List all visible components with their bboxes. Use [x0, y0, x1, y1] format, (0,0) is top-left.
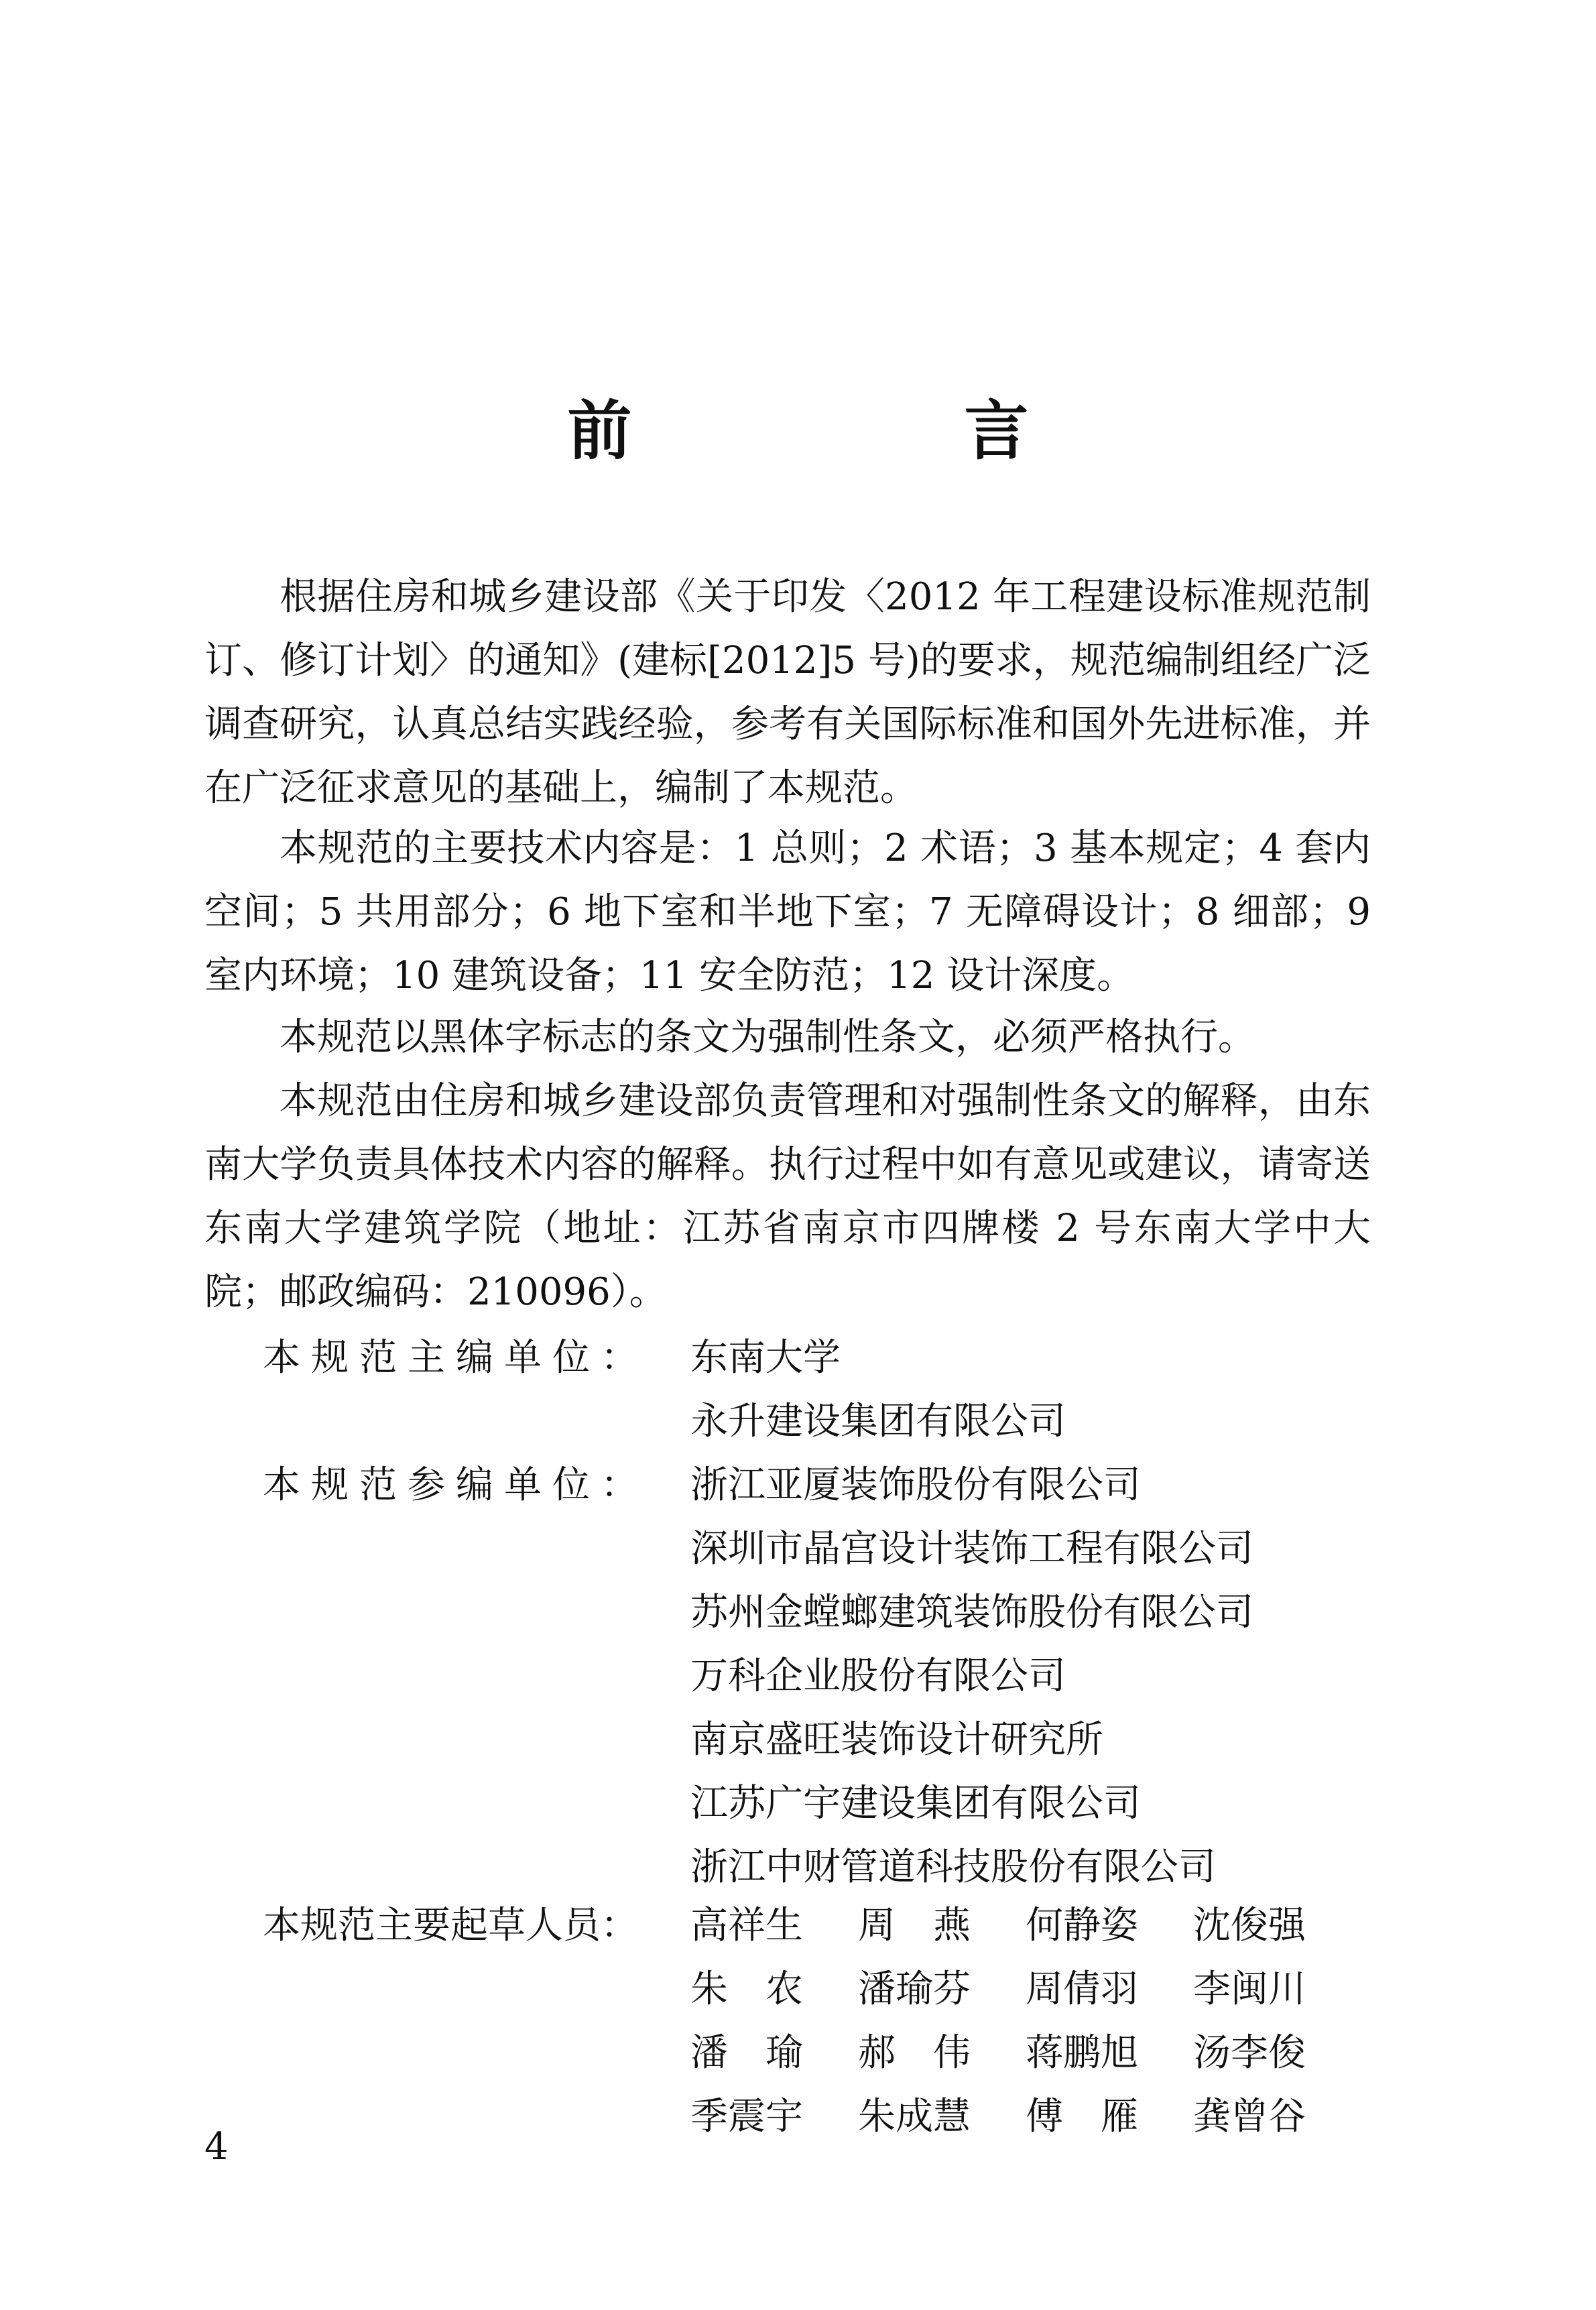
participating-unit: 苏州金螳螂建筑装饰股份有限公司 — [690, 1591, 1253, 1634]
drafter-name: 龚曾谷 — [1193, 2095, 1306, 2138]
drafter-name: 傅雁 — [1026, 2095, 1176, 2138]
drafter-name: 周燕 — [858, 1904, 1008, 1947]
participating-units-list — [690, 1453, 1253, 1899]
chief-units-list — [690, 1326, 1066, 1453]
chief-unit: 永升建设集团有限公司 — [690, 1400, 1066, 1443]
drafter-name: 朱成慧 — [858, 2095, 971, 2138]
participating-unit: 南京盛旺装饰设计研究所 — [690, 1718, 1103, 1762]
participating-unit: 万科企业股份有限公司 — [690, 1654, 1066, 1698]
drafter-name: 李闽川 — [1193, 1967, 1306, 2011]
drafters-label: 本规范主要起草人员： — [263, 1904, 638, 1947]
drafter-name: 汤李俊 — [1193, 2031, 1306, 2075]
drafter-name: 潘瑜芬 — [858, 1967, 971, 2011]
preface-paragraph-mandatory: 本规范以黑体字标志的条文为强制性条文，必须严格执行。 — [280, 1016, 1255, 1059]
page-number: 4 — [204, 2125, 229, 2169]
chief-unit: 东南大学 — [690, 1336, 841, 1380]
drafter-name: 沈俊强 — [1193, 1904, 1306, 1947]
page-title: 前 言 — [567, 393, 1163, 469]
drafters-list — [690, 1894, 1361, 2148]
participating-unit: 深圳市晶宫设计装饰工程有限公司 — [690, 1527, 1253, 1571]
drafter-name: 周倩羽 — [1026, 1967, 1138, 2011]
preface-paragraph-contents: 本规范的主要技术内容是：1 总则；2 术语；3 基本规定；4 套内空间；5 共用部分；6 地下室和半地下室；7 无障碍设计；8 细部；9 室内环境；10 建筑设备；11 安全防范；12 设计深度。 — [204, 827, 1371, 997]
participating-units-label: 本规范参编单位： — [263, 1463, 649, 1507]
participating-unit: 浙江亚厦装饰股份有限公司 — [690, 1463, 1141, 1507]
drafter-name: 季震宇 — [690, 2095, 803, 2138]
participating-unit: 江苏广宇建设集团有限公司 — [690, 1782, 1141, 1825]
drafter-name: 何静姿 — [1026, 1904, 1138, 1947]
preface-paragraph-basis: 根据住房和城乡建设部《关于印发〈2012 年工程建设标准规范制订、修订计划〉的通知》(建标[2012]5 号)的要求，规范编制组经广泛调查研究，认真总结实践经验，参考有关国际标准和国外先进标准，并在广泛征求意见的基础上，编制了本规范。 — [204, 575, 1371, 810]
drafter-name: 蒋鹏旭 — [1026, 2031, 1138, 2075]
preface-paragraph-administration: 本规范由住房和城乡建设部负责管理和对强制性条文的解释，由东南大学负责具体技术内容的解释。执行过程中如有意见或建议，请寄送东南大学建筑学院（地址：江苏省南京市四牌楼 2 号东南大学中大院；邮政编码：210096）。 — [204, 1079, 1371, 1314]
participating-unit: 浙江中财管道科技股份有限公司 — [690, 1845, 1216, 1889]
drafter-name: 潘瑜 — [690, 2031, 841, 2075]
chief-units-label: 本规范主编单位： — [263, 1336, 649, 1380]
drafter-name: 朱农 — [690, 1967, 841, 2011]
drafter-name: 郝伟 — [858, 2031, 1008, 2075]
drafter-name: 高祥生 — [690, 1904, 803, 1947]
